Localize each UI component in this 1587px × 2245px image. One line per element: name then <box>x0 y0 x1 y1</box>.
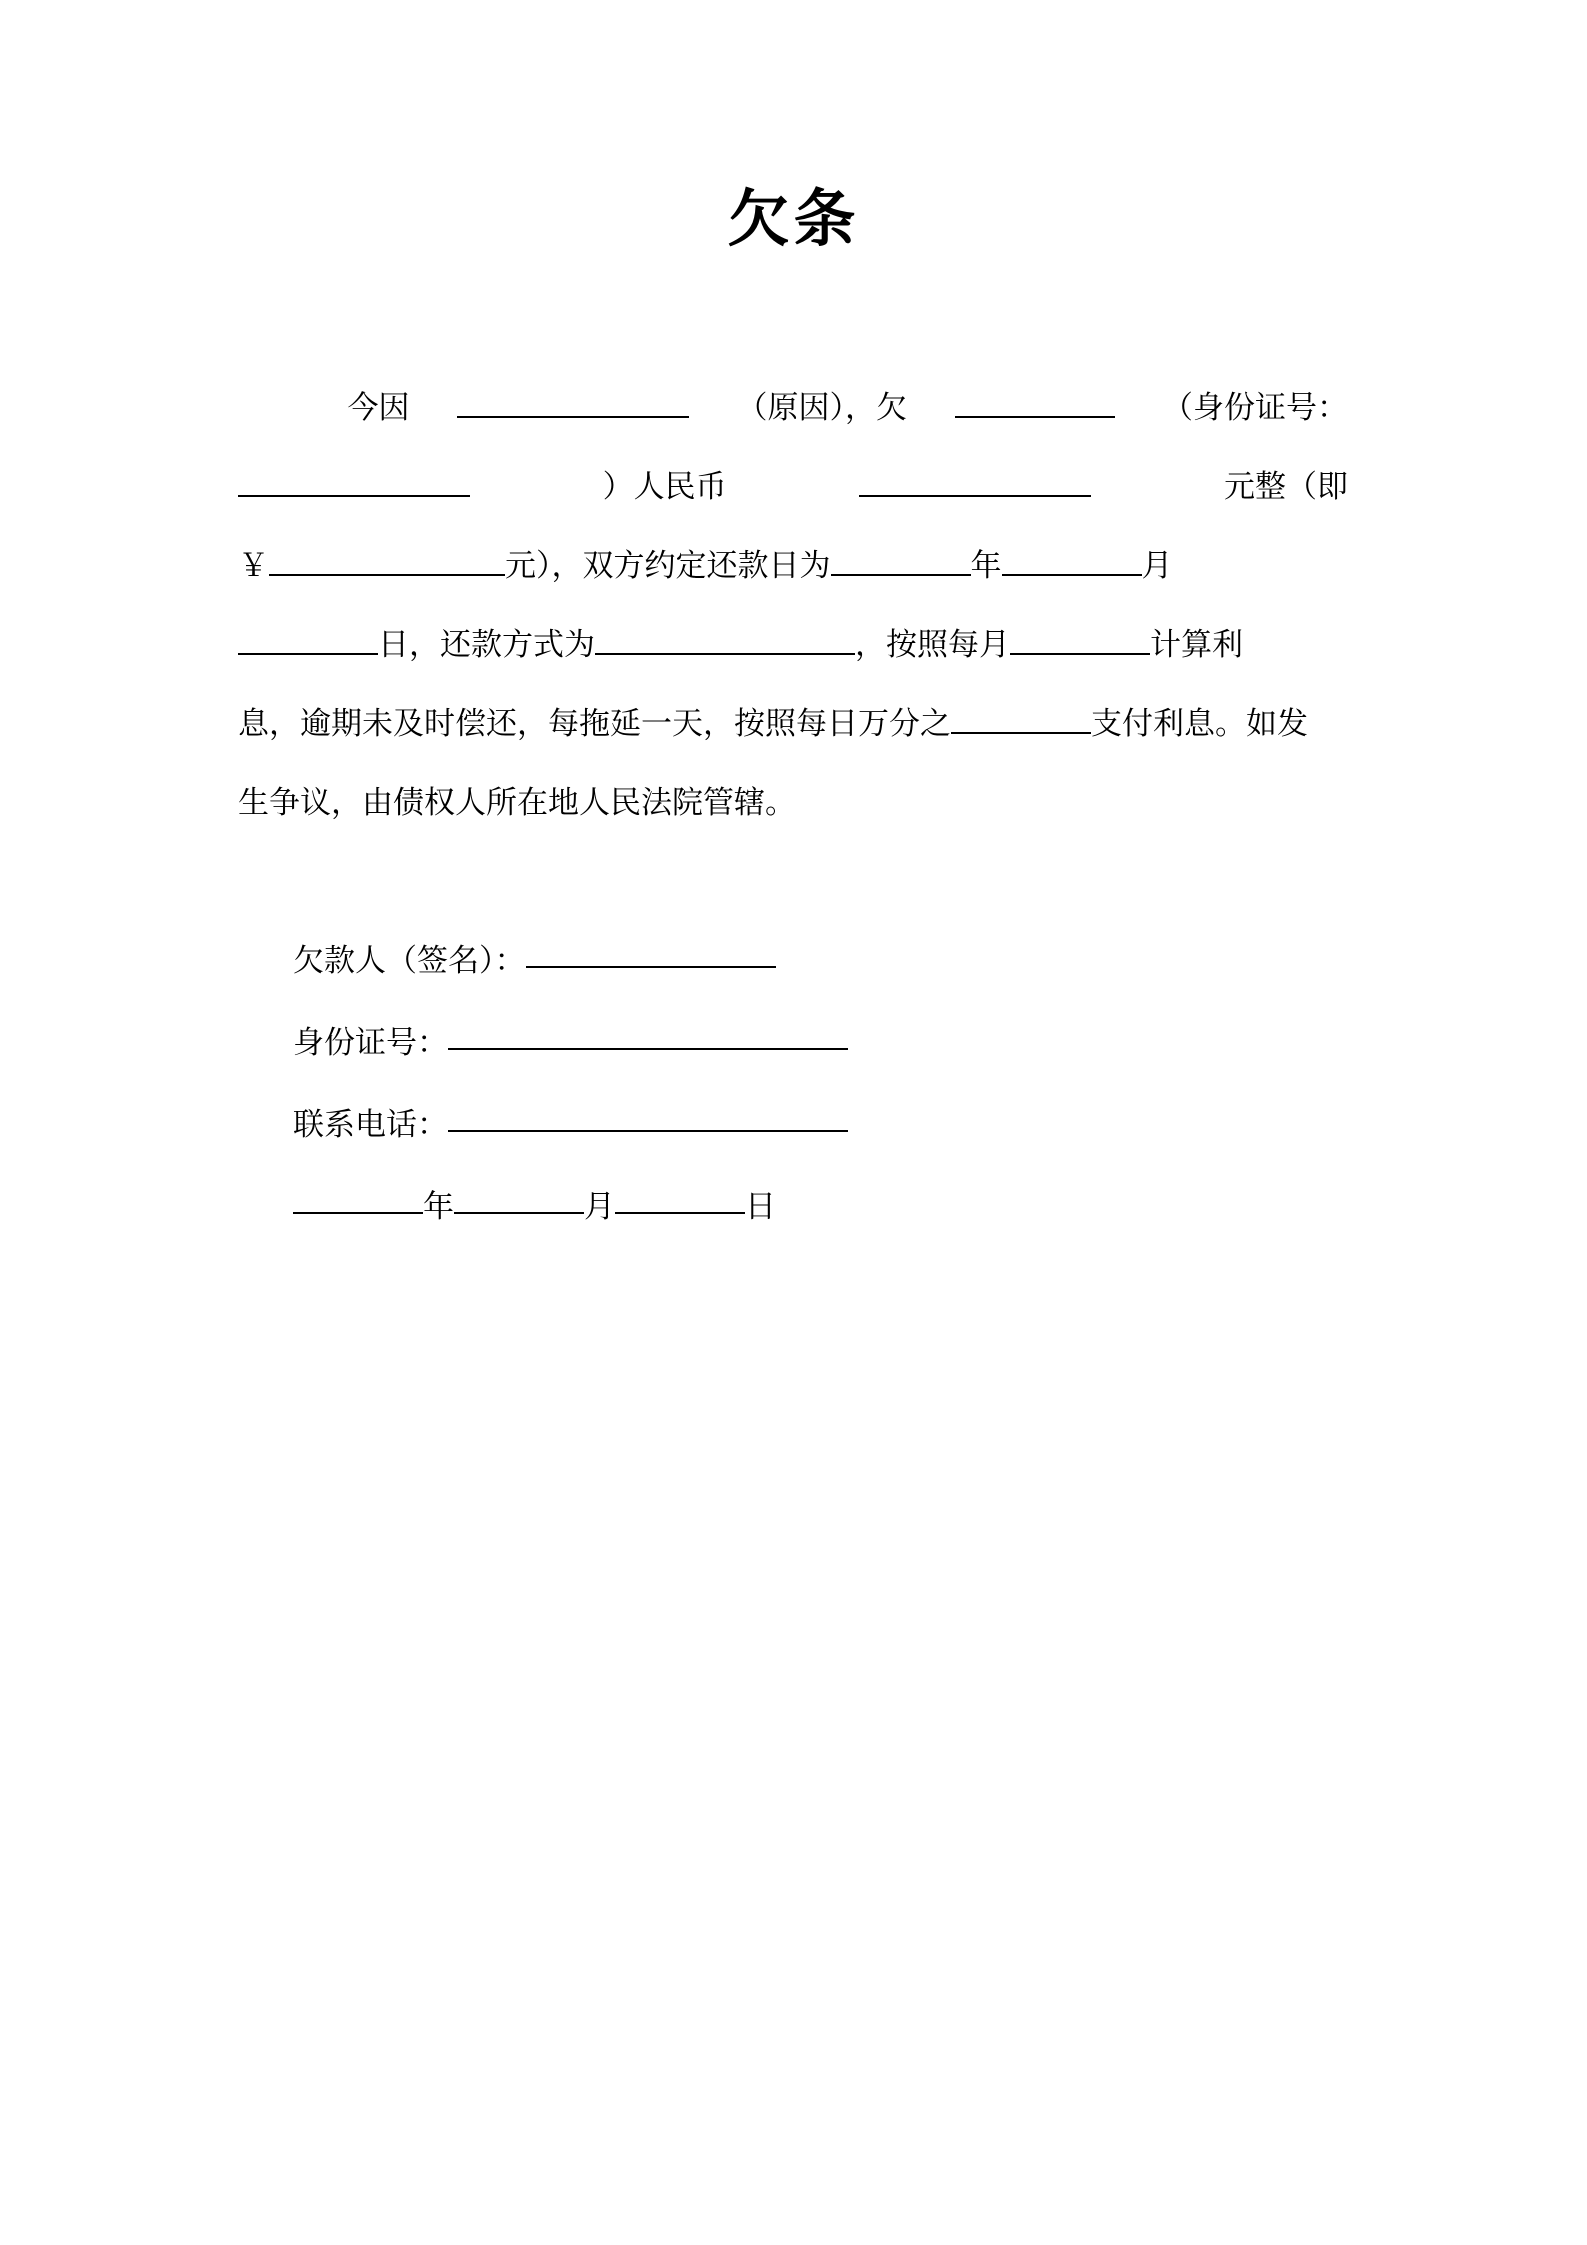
body-line <box>238 605 1348 684</box>
phone-row <box>293 1084 1353 1166</box>
date-year-field[interactable] <box>293 1211 423 1214</box>
body-text: （原因），欠 <box>736 390 907 425</box>
date-year-label: 年 <box>423 1189 454 1224</box>
body-text: 年 <box>970 548 1002 583</box>
body-text: 元整（即 <box>1223 469 1348 504</box>
body-text: 计算利 <box>1150 627 1243 662</box>
body-line <box>238 526 1348 605</box>
date-day-field[interactable] <box>615 1211 745 1214</box>
blank-fill-field[interactable] <box>1010 652 1150 655</box>
body-line <box>238 368 1348 447</box>
body-text: 今因 <box>347 390 410 425</box>
body-text: 生争议，由债权人所在地人民法院管辖。 <box>238 785 796 820</box>
phone-label: 联系电话： <box>293 1107 448 1142</box>
debtor-signature-label: 欠款人（签名）： <box>293 943 526 978</box>
id-number-label: 身份证号： <box>293 1025 448 1060</box>
body-paragraph <box>238 368 1348 842</box>
blank-fill-field[interactable] <box>955 415 1115 418</box>
body-text: （身份证号： <box>1162 390 1348 425</box>
signature-block <box>293 920 1353 1248</box>
blank-fill-field[interactable] <box>238 494 470 497</box>
debtor-signature-row <box>293 920 1353 1002</box>
body-text: 支付利息。如发 <box>1091 706 1308 741</box>
date-row <box>293 1166 1353 1248</box>
body-text: 元），双方约定还款日为 <box>505 548 831 583</box>
body-text: ￥ <box>238 548 269 583</box>
body-line <box>238 447 1348 526</box>
body-text: 日，还款方式为 <box>378 627 595 662</box>
blank-fill-field[interactable] <box>831 573 971 576</box>
blank-fill-field[interactable] <box>269 573 505 576</box>
page-title: 欠条 <box>727 186 860 254</box>
blank-fill-field[interactable] <box>951 731 1091 734</box>
blank-fill-field[interactable] <box>457 415 689 418</box>
id-number-row <box>293 1002 1353 1084</box>
body-text: 息，逾期未及时偿还，每拖延一天，按照每日万分之 <box>238 706 951 741</box>
debtor-signature-field[interactable] <box>526 965 776 968</box>
body-line <box>238 684 1348 763</box>
date-month-label: 月 <box>584 1189 615 1224</box>
blank-fill-field[interactable] <box>595 652 855 655</box>
blank-fill-field[interactable] <box>238 652 378 655</box>
body-line <box>238 763 1348 842</box>
date-day-label: 日 <box>745 1189 776 1224</box>
date-month-field[interactable] <box>454 1211 584 1214</box>
body-text: 月 <box>1141 548 1173 583</box>
body-text: ，按照每月 <box>855 627 1010 662</box>
body-text: ）人民币 <box>602 469 727 504</box>
blank-fill-field[interactable] <box>859 494 1091 497</box>
phone-field[interactable] <box>448 1129 848 1132</box>
id-number-field[interactable] <box>448 1047 848 1050</box>
blank-fill-field[interactable] <box>1002 573 1142 576</box>
